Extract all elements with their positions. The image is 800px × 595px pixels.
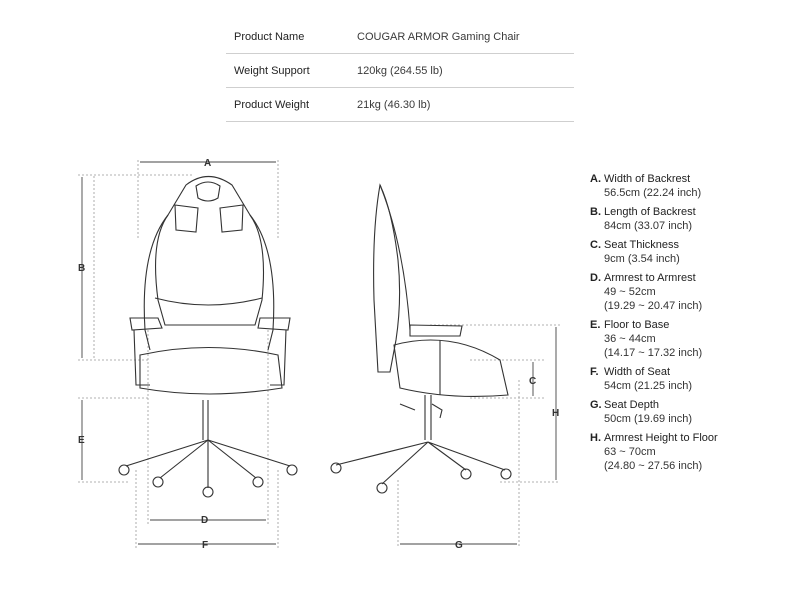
dimension-value: 54cm (21.25 inch) xyxy=(604,380,693,392)
dimension-letter: E. xyxy=(590,319,601,331)
spec-value: COUGAR ARMOR Gaming Chair xyxy=(357,30,520,43)
dimension-letter: C. xyxy=(590,239,601,251)
dimension-label-h: H xyxy=(552,408,560,419)
dimension-value: 63 ~ 70cm xyxy=(604,446,656,458)
chair-front-view xyxy=(119,177,297,498)
dimension-value: 50cm (19.69 inch) xyxy=(604,413,693,425)
dimension-item-h xyxy=(590,431,795,473)
dimension-name: Seat Depth xyxy=(604,399,660,411)
dimension-value: (14.17 ~ 17.32 inch) xyxy=(604,347,703,359)
dimension-label-a: A xyxy=(204,158,212,169)
guide-lines xyxy=(78,160,560,548)
dimension-label-e: E xyxy=(78,435,85,446)
dimension-value: 9cm (3.54 inch) xyxy=(604,253,680,265)
dimension-arrows xyxy=(82,162,556,544)
dimension-value: 56.5cm (22.24 inch) xyxy=(604,187,702,199)
dimension-item-a xyxy=(590,172,795,200)
dimension-item-d xyxy=(590,271,795,313)
dimension-label-c: C xyxy=(529,376,537,387)
dimension-value: 49 ~ 52cm xyxy=(604,286,656,298)
dimension-letter: D. xyxy=(590,272,601,284)
dimension-value: 36 ~ 44cm xyxy=(604,333,656,345)
dimension-item-g xyxy=(590,398,795,426)
chair-side-view xyxy=(331,185,511,493)
spec-key: Weight Support xyxy=(234,64,310,77)
dimension-letter: F. xyxy=(590,366,599,378)
dimension-name: Floor to Base xyxy=(604,319,670,331)
dimension-label-f: F xyxy=(202,540,209,551)
dimension-name: Width of Backrest xyxy=(604,173,691,185)
dimension-label-d: D xyxy=(201,515,209,526)
dimension-name: Armrest to Armrest xyxy=(604,272,696,284)
dimension-name: Width of Seat xyxy=(604,366,671,378)
dimension-legend xyxy=(590,172,795,478)
dimension-item-f xyxy=(590,365,795,393)
dimension-item-e xyxy=(590,318,795,360)
spec-value: 21kg (46.30 lb) xyxy=(357,98,431,111)
dimension-letter: H. xyxy=(590,432,601,444)
dimension-value: 84cm (33.07 inch) xyxy=(604,220,693,232)
dimension-item-c xyxy=(590,238,795,266)
dimension-letter: G. xyxy=(590,399,602,411)
spec-value: 120kg (264.55 lb) xyxy=(357,64,443,77)
dimension-letter: B. xyxy=(590,206,601,218)
dimension-value: (19.29 ~ 20.47 inch) xyxy=(604,300,703,312)
dimension-item-b xyxy=(590,205,795,233)
dimension-name: Armrest Height to Floor xyxy=(604,432,718,444)
spec-key: Product Weight xyxy=(234,98,310,111)
dimension-letter: A. xyxy=(590,173,601,185)
dimension-name: Seat Thickness xyxy=(604,239,680,251)
dimension-name: Length of Backrest xyxy=(604,206,696,218)
spec-key: Product Name xyxy=(234,30,305,43)
dimension-value: (24.80 ~ 27.56 inch) xyxy=(604,460,703,472)
dimension-label-b: B xyxy=(78,263,86,274)
dimension-label-g: G xyxy=(455,540,463,551)
